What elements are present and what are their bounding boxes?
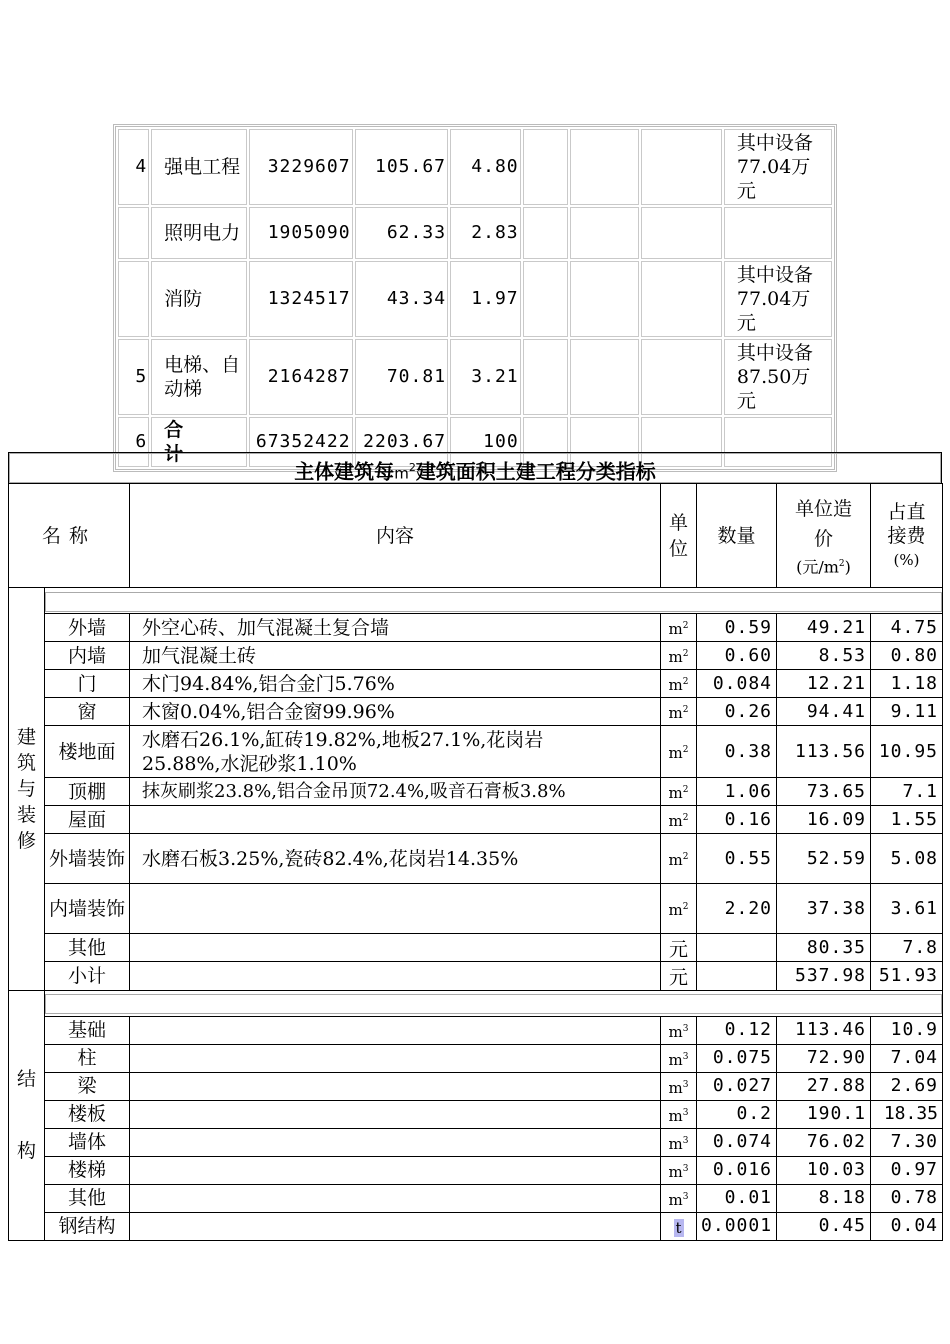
- table-row-subtotal: [9, 962, 943, 990]
- table-row: [9, 1212, 943, 1240]
- unit-cell: $m^2$: [661, 642, 697, 670]
- amount-cell: 2164287: [249, 339, 353, 415]
- unit-cell: 元: [661, 962, 697, 990]
- table-title: [8, 452, 942, 483]
- unit-cell: $m^3$: [661, 1044, 697, 1072]
- qty-cell: [697, 934, 777, 962]
- table-row: [9, 806, 943, 834]
- item-content: 水磨石26.1%,缸砖19.82%,地板27.1%,花岗岩25.88%,水泥砂浆1.10%: [130, 726, 661, 778]
- item-content: [130, 1212, 661, 1240]
- header-text: (%): [893, 550, 920, 569]
- item-content: [130, 1184, 661, 1212]
- qty-cell: 0.075: [697, 1044, 777, 1072]
- table-row: [9, 1044, 943, 1072]
- share-cell: 10.95: [871, 726, 943, 778]
- item-name: 顶棚: [45, 778, 130, 806]
- table-row: [9, 670, 943, 698]
- table-row: [118, 129, 832, 205]
- item-name: 其他: [45, 1184, 130, 1212]
- item-name: 墙体: [45, 1128, 130, 1156]
- share-cell: 2.69: [871, 1072, 943, 1100]
- selected-text[interactable]: t: [675, 1218, 682, 1237]
- empty-cell: [641, 261, 722, 337]
- item-content: [130, 934, 661, 962]
- price-cell: 190.1: [777, 1100, 871, 1128]
- qty-cell: 0.2: [697, 1100, 777, 1128]
- table-row: [9, 1184, 943, 1212]
- header-text: (元$/m^2$): [796, 557, 851, 577]
- table-row: [9, 834, 943, 884]
- unit-cell: $m^2$: [661, 884, 697, 934]
- item-name: 外墙装饰: [45, 834, 130, 884]
- qty-cell: 0.59: [697, 614, 777, 642]
- unit-cell: $m^2$: [661, 806, 697, 834]
- header-text: 接费: [887, 524, 926, 547]
- share-cell: 3.61: [871, 884, 943, 934]
- share-cell: 0.80: [871, 642, 943, 670]
- percent-cell: 100: [450, 417, 521, 467]
- qty-cell: 0.26: [697, 698, 777, 726]
- item-name: 钢结构: [45, 1212, 130, 1240]
- qty-cell: 0.38: [697, 726, 777, 778]
- amount-cell: 1905090: [249, 207, 353, 259]
- item-name: 消防: [151, 261, 247, 337]
- table-row: [9, 1156, 943, 1184]
- qty-cell: 0.027: [697, 1072, 777, 1100]
- item-name: 楼地面: [45, 726, 130, 778]
- empty-cell: [523, 207, 569, 259]
- item-content: [130, 1128, 661, 1156]
- item-name: 窗: [45, 698, 130, 726]
- unit-cell: $m^2$: [661, 614, 697, 642]
- item-name: 楼板: [45, 1100, 130, 1128]
- row-number: 6: [118, 417, 149, 467]
- empty-cell: [641, 207, 722, 259]
- table-row: [9, 1128, 943, 1156]
- qty-cell: 0.084: [697, 670, 777, 698]
- price-cell: 537.98: [777, 962, 871, 990]
- price-cell: 76.02: [777, 1128, 871, 1156]
- item-content: [130, 1072, 661, 1100]
- percent-cell: 3.21: [450, 339, 521, 415]
- per-m2-cell: 62.33: [355, 207, 448, 259]
- item-name: 内墙: [45, 642, 130, 670]
- item-name: 屋面: [45, 806, 130, 834]
- header-share: [871, 484, 943, 588]
- table-row: [9, 778, 943, 806]
- note-cell: 其中设备77.04万元: [724, 129, 832, 205]
- item-name: 楼梯: [45, 1156, 130, 1184]
- item-name: 强电工程: [151, 129, 247, 205]
- empty-cell: [523, 129, 569, 205]
- qty-cell: 0.0001: [697, 1212, 777, 1240]
- share-cell: 10.9: [871, 1016, 943, 1044]
- price-cell: 113.56: [777, 726, 871, 778]
- item-content: 木窗0.04%,铝合金窗99.96%: [130, 698, 661, 726]
- gap-cell: [45, 588, 943, 614]
- row-number: [118, 207, 149, 259]
- price-cell: 10.03: [777, 1156, 871, 1184]
- amount-cell: 67352422: [249, 417, 353, 467]
- row-number: 5: [118, 339, 149, 415]
- qty-cell: 2.20: [697, 884, 777, 934]
- qty-cell: [697, 962, 777, 990]
- share-cell: 5.08: [871, 834, 943, 884]
- empty-cell: [523, 339, 569, 415]
- row-number: 4: [118, 129, 149, 205]
- per-m2-cell: 70.81: [355, 339, 448, 415]
- price-cell: 73.65: [777, 778, 871, 806]
- item-name: 内墙装饰: [45, 884, 130, 934]
- price-cell: 113.46: [777, 1016, 871, 1044]
- header-name: 名称: [9, 484, 130, 588]
- unit-cell[interactable]: [661, 1212, 697, 1240]
- qty-cell: 0.074: [697, 1128, 777, 1156]
- unit-cell: $m^3$: [661, 1184, 697, 1212]
- item-content: [130, 1156, 661, 1184]
- price-cell: 72.90: [777, 1044, 871, 1072]
- group-label: 建筑与装修: [9, 588, 45, 991]
- percent-cell: 2.83: [450, 207, 521, 259]
- price-cell: 37.38: [777, 884, 871, 934]
- unit-cell: $m^3$: [661, 1128, 697, 1156]
- per-m2-cell: 43.34: [355, 261, 448, 337]
- table-row: [9, 1072, 943, 1100]
- table-row: [9, 642, 943, 670]
- item-content: [130, 1016, 661, 1044]
- item-content: [130, 1100, 661, 1128]
- percent-cell: 1.97: [450, 261, 521, 337]
- share-cell: 51.93: [871, 962, 943, 990]
- unit-cell: $m^2$: [661, 670, 697, 698]
- item-name: 电梯、自动梯: [151, 339, 247, 415]
- gap-cell: [45, 990, 943, 1016]
- group-label: [9, 990, 45, 1240]
- group-label-char: 构: [16, 1140, 36, 1163]
- price-cell: 12.21: [777, 670, 871, 698]
- item-content: [130, 806, 661, 834]
- price-cell: 27.88: [777, 1072, 871, 1100]
- per-m2-cell: 105.67: [355, 129, 448, 205]
- total-label: 合 计: [151, 417, 247, 467]
- header-text: 单位造: [795, 497, 853, 520]
- empty-cell: [570, 129, 639, 205]
- item-content: 外空心砖、加气混凝土复合墙: [130, 614, 661, 642]
- table-row: [118, 207, 832, 259]
- table-row: [118, 339, 832, 415]
- title-text: 建筑面积土建工程分类指标: [415, 459, 656, 484]
- header-unit: 单位: [661, 484, 697, 588]
- unit-cell: $m^2$: [661, 834, 697, 884]
- item-content: [130, 962, 661, 990]
- table-row: [9, 726, 943, 778]
- index-table: [8, 452, 942, 1241]
- empty-cell: [523, 261, 569, 337]
- table-row: [9, 884, 943, 934]
- unit-cell: $m^3$: [661, 1072, 697, 1100]
- share-cell: 7.04: [871, 1044, 943, 1072]
- title-unit: m: [394, 464, 409, 483]
- price-cell: 8.18: [777, 1184, 871, 1212]
- note-cell: 其中设备77.04万元: [724, 261, 832, 337]
- qty-cell: 0.55: [697, 834, 777, 884]
- table-row: [118, 261, 832, 337]
- share-cell: 0.04: [871, 1212, 943, 1240]
- unit-cell: $m^2$: [661, 698, 697, 726]
- unit-cell: $m^3$: [661, 1016, 697, 1044]
- title-unit-sup: 2: [408, 461, 416, 474]
- price-cell: 80.35: [777, 934, 871, 962]
- row-number: [118, 261, 149, 337]
- amount-cell: 1324517: [249, 261, 353, 337]
- qty-cell: 0.016: [697, 1156, 777, 1184]
- header-unit-price: [777, 484, 871, 588]
- price-cell: 52.59: [777, 834, 871, 884]
- header-content: 内容: [130, 484, 661, 588]
- unit-cell: $m^3$: [661, 1100, 697, 1128]
- empty-cell: [641, 129, 722, 205]
- item-name: 梁: [45, 1072, 130, 1100]
- header-qty: 数量: [697, 484, 777, 588]
- item-name: 外墙: [45, 614, 130, 642]
- share-cell: 7.8: [871, 934, 943, 962]
- table-row: [9, 698, 943, 726]
- group-label-char: 结: [16, 1068, 36, 1091]
- table-row: [9, 614, 943, 642]
- per-m2-cell: 2203.67: [355, 417, 448, 467]
- title-text: 主体建筑每: [294, 459, 395, 484]
- unit-cell: $m^3$: [661, 1156, 697, 1184]
- unit-cell: $m^2$: [661, 726, 697, 778]
- share-cell: 18.35: [871, 1100, 943, 1128]
- price-cell: 0.45: [777, 1212, 871, 1240]
- share-cell: 1.18: [871, 670, 943, 698]
- item-content: 加气混凝土砖: [130, 642, 661, 670]
- qty-cell: 0.01: [697, 1184, 777, 1212]
- qty-cell: 0.16: [697, 806, 777, 834]
- share-cell: 7.30: [871, 1128, 943, 1156]
- item-name: 照明电力: [151, 207, 247, 259]
- item-content: [130, 884, 661, 934]
- section-gap-row: [9, 588, 943, 614]
- note-cell: 其中设备87.50万元: [724, 339, 832, 415]
- share-cell: 1.55: [871, 806, 943, 834]
- cost-summary-table: [113, 124, 837, 472]
- item-content: 水磨石板3.25%,瓷砖82.4%,花岗岩14.35%: [130, 834, 661, 884]
- empty-cell: [641, 339, 722, 415]
- qty-cell: 0.12: [697, 1016, 777, 1044]
- item-name: 基础: [45, 1016, 130, 1044]
- price-cell: 8.53: [777, 642, 871, 670]
- note-cell: [724, 207, 832, 259]
- table-row: [9, 934, 943, 962]
- price-cell: 94.41: [777, 698, 871, 726]
- qty-cell: 1.06: [697, 778, 777, 806]
- item-content: 抹灰刷浆23.8%,铝合金吊顶72.4%,吸音石膏板3.8%: [130, 778, 661, 806]
- item-name: 柱: [45, 1044, 130, 1072]
- table-row: [9, 1016, 943, 1044]
- header-text: 价: [814, 527, 834, 550]
- section-gap-row: [9, 990, 943, 1016]
- item-name: 门: [45, 670, 130, 698]
- item-content: [130, 1044, 661, 1072]
- header-text: 占直: [887, 500, 926, 523]
- price-cell: 16.09: [777, 806, 871, 834]
- share-cell: 9.11: [871, 698, 943, 726]
- percent-cell: 4.80: [450, 129, 521, 205]
- unit-cell: 元: [661, 934, 697, 962]
- header-row: [9, 484, 943, 588]
- empty-cell: [570, 207, 639, 259]
- empty-cell: [570, 339, 639, 415]
- item-name: 小计: [45, 962, 130, 990]
- amount-cell: 3229607: [249, 129, 353, 205]
- share-cell: 0.97: [871, 1156, 943, 1184]
- share-cell: 0.78: [871, 1184, 943, 1212]
- price-cell: 49.21: [777, 614, 871, 642]
- share-cell: 4.75: [871, 614, 943, 642]
- unit-cell: $m^2$: [661, 778, 697, 806]
- item-name: 其他: [45, 934, 130, 962]
- qty-cell: 0.60: [697, 642, 777, 670]
- share-cell: 7.1: [871, 778, 943, 806]
- item-content: 木门94.84%,铝合金门5.76%: [130, 670, 661, 698]
- empty-cell: [570, 261, 639, 337]
- table-row: [9, 1100, 943, 1128]
